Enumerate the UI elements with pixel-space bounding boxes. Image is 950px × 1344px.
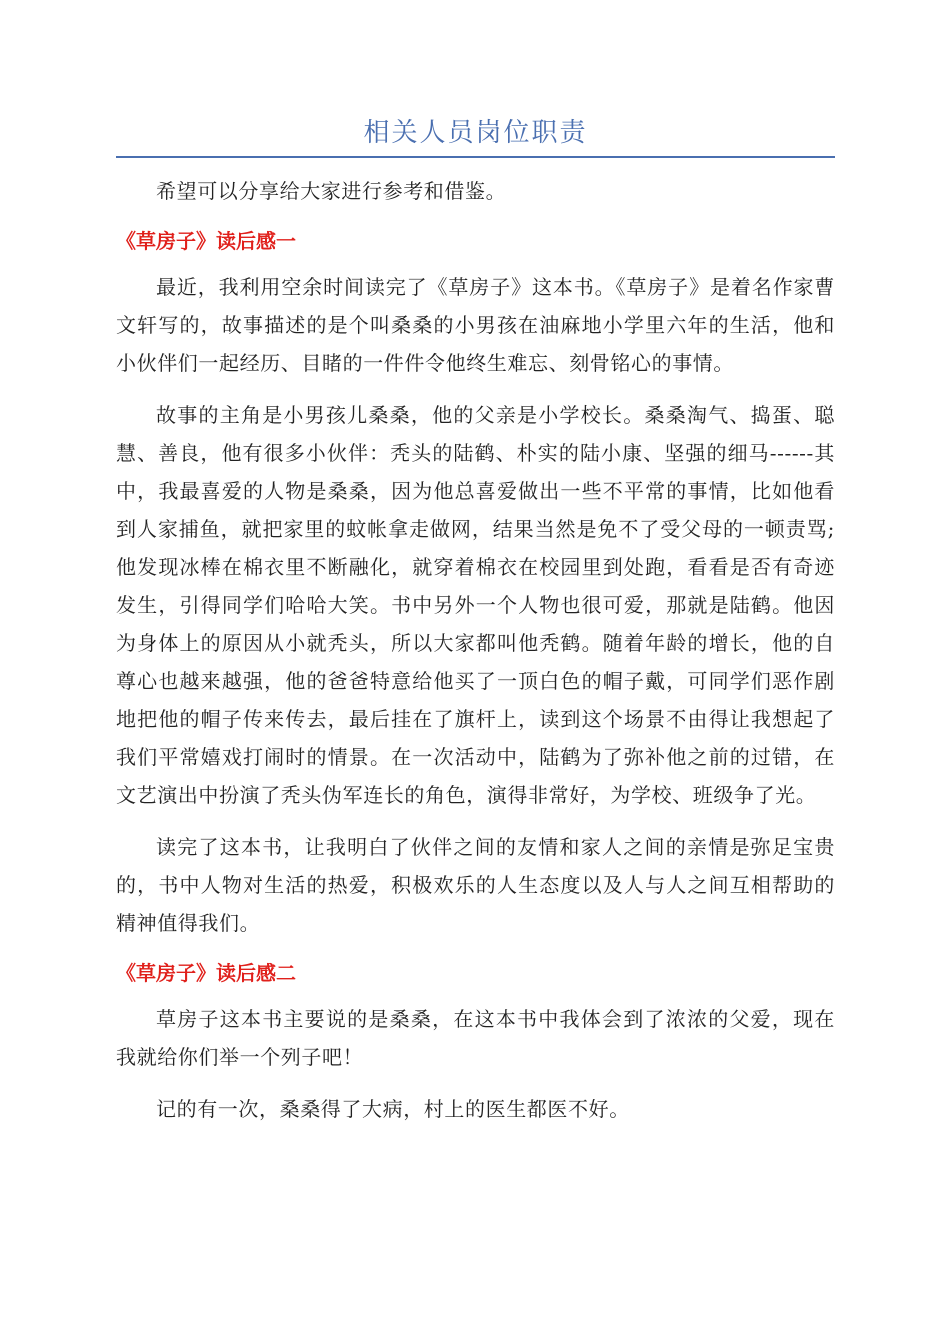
document-title: 相关人员岗位职责 [363, 118, 588, 148]
section-1-paragraph-2: 故事的主角是小男孩儿桑桑，他的父亲是小学校长。桑桑淘气、捣蛋、聪慧、善良，他有很多小伙伴：秃头的陆鹤、朴实的陆小康、坚强的细马------其中，我最喜爱的人物是桑桑，因为他总喜爱做出一些不平常的事情，比如他看到人家捕鱼，就把家里的蚊帐拿走做网，结果当然是免不了受父母的一顿责骂;他发现冰棒在棉衣里不断融化，就穿着棉衣在校园里到处跑，看看是否有奇迹发生，引得同学们哈哈大笑。书中另外一个人物也很可爱，那就是陆鹤。他因为身体上的原因从小就秃头，所以大家都叫他秃鹤。随着年龄的增长，他的自尊心也越来越强，他的爸爸特意给他买了一顶白色的帽子戴，可同学们恶作剧地把他的帽子传来传去，最后挂在了旗杆上，读到这个场景不由得让我想起了我们平常嬉戏打闹时的情景。在一次活动中，陆鹤为了弥补他之前的过错，在文艺演出中扮演了秃头伪军连长的角色，演得非常好，为学校、班级争了光。 [116, 403, 835, 807]
section-heading-2: 《草房子》读后感二 [116, 961, 296, 985]
section-2-paragraph-2: 记的有一次，桑桑得了大病，村上的医生都医不好。 [156, 1097, 630, 1121]
section-2-paragraph-1: 草房子这本书主要说的是桑桑，在这本书中我体会到了浓浓的父爱，现在我就给你们举一个列子吧！ [116, 1007, 835, 1069]
section-heading-1: 《草房子》读后感一 [116, 229, 296, 253]
document-header [116, 112, 835, 158]
intro-paragraph: 希望可以分享给大家进行参考和借鉴。 [156, 179, 507, 203]
section-1-paragraph-3: 读完了这本书，让我明白了伙伴之间的友情和家人之间的亲情是弥足宝贵的，书中人物对生活的热爱，积极欢乐的人生态度以及人与人之间互相帮助的精神值得我们。 [116, 835, 835, 935]
document-body [116, 172, 835, 1142]
section-1-paragraph-1: 最近，我利用空余时间读完了《草房子》这本书。《草房子》是着名作家曹文轩写的，故事描述的是个叫桑桑的小男孩在油麻地小学里六年的生活，他和小伙伴们一起经历、目睹的一件件令他终生难忘、刻骨铭心的事情。 [116, 275, 835, 375]
